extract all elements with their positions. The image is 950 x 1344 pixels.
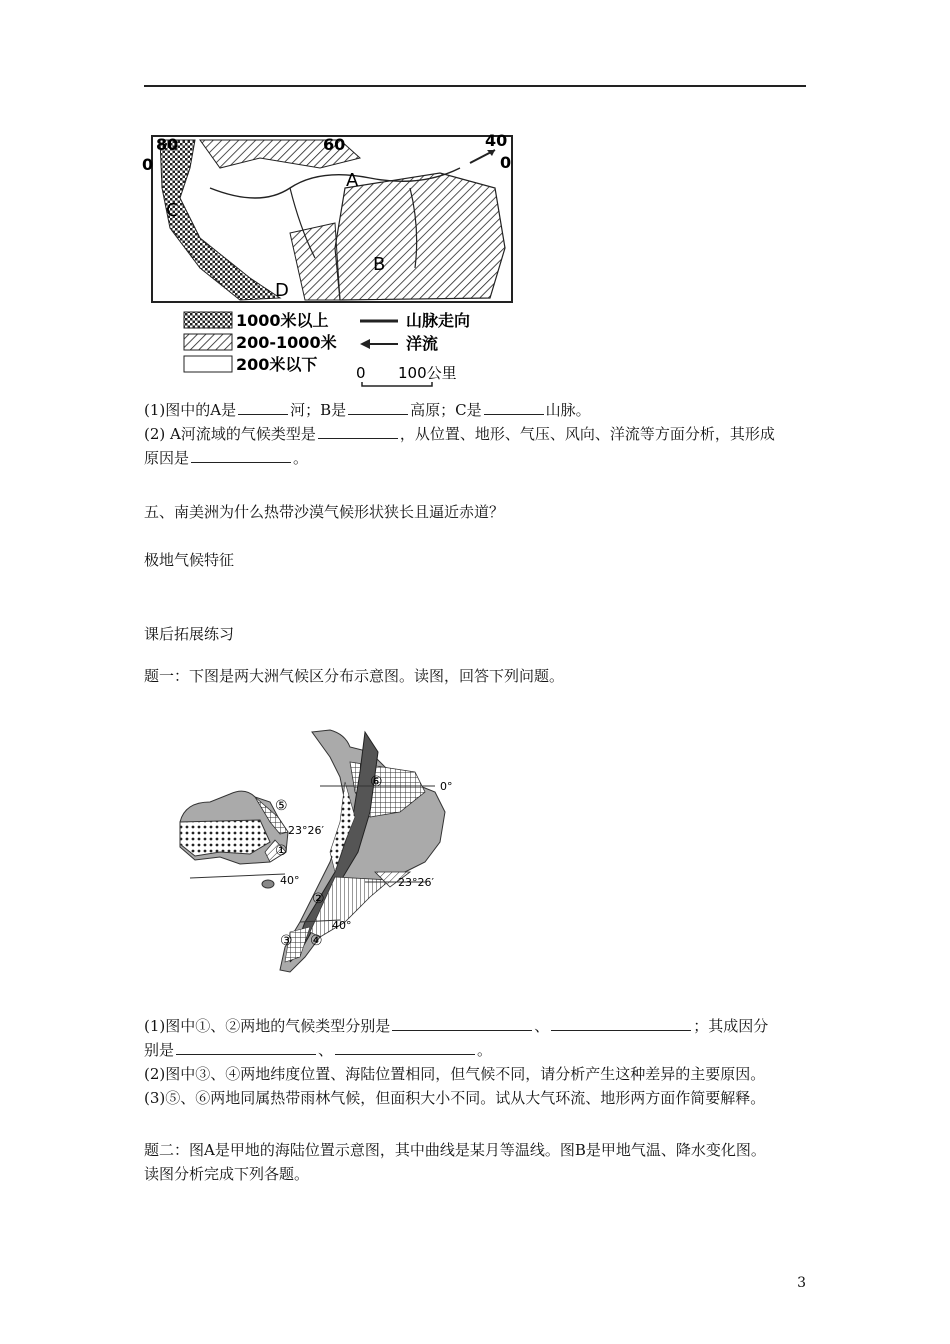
label-d: D bbox=[275, 280, 289, 301]
legend-high: 1000米以上 bbox=[236, 311, 329, 330]
task-1-q1-line1: (1)图中①、②两地的气候类型分别是 、 ；其成因分 bbox=[144, 1017, 769, 1035]
lat40-label-south-america: 40° bbox=[332, 919, 352, 932]
climate-zones-map bbox=[160, 722, 490, 984]
polar-climate-heading: 极地气候特征 bbox=[144, 551, 235, 569]
tropic-label-australia: 23°26′ bbox=[288, 824, 324, 837]
section-5: 五、南美洲为什么热带沙漠气候形状狭长且逼近赤道？ bbox=[144, 503, 505, 521]
tropic-label-south-america: 23°26′ bbox=[398, 876, 434, 889]
legend-swatch-mid bbox=[184, 334, 232, 350]
task-1-intro: 题一：下图是两大洲气候区分布示意图。读图，回答下列问题。 bbox=[144, 667, 565, 685]
scale-bar bbox=[362, 382, 432, 386]
legend-swatch-high bbox=[184, 312, 232, 328]
lat-label-0-left: 0 bbox=[142, 155, 154, 174]
scale-zero: 0 bbox=[356, 364, 366, 382]
after-class-heading: 课后拓展练习 bbox=[144, 625, 235, 643]
legend-swatch-low bbox=[184, 356, 232, 372]
label-b: B bbox=[373, 254, 386, 275]
legend-mid: 200-1000米 bbox=[236, 333, 337, 352]
question-2-line: (2) A河流域的气候类型是 ，从位置、地形、气压、风向、洋流等方面分析，其形成 bbox=[144, 425, 775, 443]
label-6: ⑥ bbox=[370, 774, 383, 790]
lon-label-60: 60 bbox=[323, 135, 346, 154]
lon-label-40: 40 bbox=[485, 131, 508, 150]
blank-climate-2[interactable] bbox=[551, 1015, 691, 1031]
question-2-line-2: 原因是 。 bbox=[144, 449, 309, 467]
lat40-label-australia: 40° bbox=[280, 874, 300, 887]
blank-plateau[interactable] bbox=[348, 399, 408, 415]
equator-label: 0° bbox=[440, 780, 453, 793]
task-1-q1-line2: 别是 、 。 bbox=[144, 1041, 493, 1059]
blank-reason[interactable] bbox=[191, 447, 291, 463]
header-rule bbox=[144, 85, 806, 87]
legend-mountain: 山脉走向 bbox=[406, 311, 471, 330]
label-3: ③ bbox=[280, 933, 293, 949]
legend-low: 200米以下 bbox=[236, 355, 318, 374]
label-a: A bbox=[346, 170, 359, 191]
label-1: ① bbox=[275, 843, 288, 859]
lat-label-0-right: 0 bbox=[500, 153, 512, 172]
task-1-q3: (3)⑤、⑥两地同属热带雨林气候，但面积大小不同。试从大气环流、地形两方面作简要解释。 bbox=[144, 1089, 766, 1107]
blank-climate-1[interactable] bbox=[392, 1015, 532, 1031]
blank-cause-2[interactable] bbox=[335, 1039, 475, 1055]
label-c: C bbox=[166, 200, 179, 221]
legend-current: 洋流 bbox=[406, 334, 439, 353]
label-5: ⑤ bbox=[275, 798, 288, 814]
task-2-line1: 题二：图A是甲地的海陆位置示意图，其中曲线是某月等温线。图B是甲地气温、降水变化图。 bbox=[144, 1141, 766, 1159]
blank-mountains[interactable] bbox=[484, 399, 544, 415]
label-4: ④ bbox=[310, 933, 323, 949]
lat-label-80: 80 bbox=[156, 135, 179, 154]
scale-value: 100公里 bbox=[398, 364, 457, 382]
task-1-q2: (2)图中③、④两地纬度位置、海陆位置相同，但气候不同，请分析产生这种差异的主要原因。 bbox=[144, 1065, 766, 1083]
question-1-line: (1)图中的A是 河；B是 高原；C是 山脉。 bbox=[144, 401, 591, 419]
task-2-line2: 读图分析完成下列各题。 bbox=[144, 1165, 310, 1183]
blank-river[interactable] bbox=[238, 399, 288, 415]
south-america-relief-map bbox=[140, 128, 520, 390]
page-number: 3 bbox=[797, 1275, 806, 1291]
blank-climate-type[interactable] bbox=[318, 423, 398, 439]
blank-cause-1[interactable] bbox=[176, 1039, 316, 1055]
label-2: ② bbox=[312, 891, 325, 907]
